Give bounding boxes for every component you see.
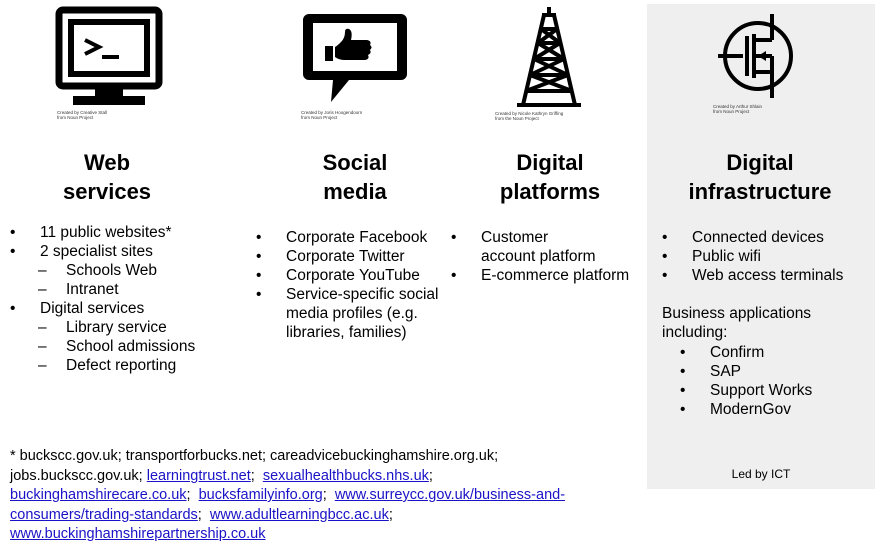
list-item: • Corporate Facebook	[256, 229, 428, 246]
list-item: • Corporate Twitter	[256, 248, 405, 265]
footnote-link[interactable]: www.adultlearningbcc.ac.uk	[209, 506, 389, 523]
list-item: • SAP	[680, 363, 742, 380]
digital-platforms-list	[451, 228, 641, 285]
list-item: • 11 public websites*	[10, 224, 172, 241]
footnote-link[interactable]: learningtrust.net	[146, 467, 251, 484]
icon-credit: Created by Arthur Shlain from Noun Project	[713, 104, 763, 114]
list-item: • Connected devices	[662, 229, 824, 246]
business-applications-list	[680, 343, 860, 419]
list-item: • Web access terminals	[662, 267, 844, 284]
footnote-link[interactable]: www.buckinghamshirepartnership.co.uk	[10, 526, 266, 542]
list-item: – Library service	[38, 319, 167, 336]
digital-infrastructure-list	[662, 228, 867, 285]
list-item: • Customer account platform	[451, 229, 596, 265]
transistor-circuit-icon	[716, 14, 800, 98]
heading-web-services: Web services	[62, 150, 152, 204]
list-item: • ModernGov	[680, 401, 791, 418]
list-item: – School admissions	[38, 338, 196, 355]
icon-credit: Created by Nicole Kathryn Griffing from the Noun Project	[495, 111, 564, 121]
footnote-text: * buckscc.gov.uk; transportforbucks.net; careadvicebuckinghamshire.org.uk;	[10, 448, 499, 464]
list-item: – Defect reporting	[38, 357, 177, 374]
web-services-list	[10, 223, 250, 375]
list-item: • Service-specific social media profiles (e.g. libraries, families)	[256, 286, 439, 341]
footnote-link[interactable]: bucksfamilyinfo.org	[198, 487, 323, 503]
list-item: • Support Works	[680, 382, 813, 399]
icon-credit: Created by Joris Hoogendoorn from Noun Project	[301, 110, 363, 120]
heading-social-media: Social media	[322, 150, 388, 204]
footnote-link[interactable]: sexualhealthbucks.nhs.uk	[262, 467, 429, 484]
social-media-list	[256, 228, 452, 342]
list-item: • Corporate YouTube	[256, 267, 420, 284]
heading-digital-infrastructure: Digital infrastructure	[688, 150, 832, 204]
list-item: • 2 specialist sites	[10, 243, 153, 260]
websites-footnote: * buckscc.gov.uk; transportforbucks.net; careadvicebuckinghamshire.org.uk; jobs.buckscc.gov.uk; learningtrust.net; sexualhealthbucks.nhs.uk; buckinghamshirecare.co.uk; bucksfamilyinfo.org; www.surreycc.gov.uk/business-and-consumers/trading-standards; www.adultlearningbcc.ac.uk; www.buckinghamshirepartnership.co.uk	[10, 448, 566, 542]
heading-digital-platforms: Digital platforms	[499, 150, 601, 204]
list-item: • Digital services	[10, 300, 145, 317]
thumbs-up-speech-icon	[301, 12, 409, 104]
footnote-text: jobs.buckscc.gov.uk;	[10, 467, 147, 484]
icon-credit: Created by Creative Stall from Noun Project	[57, 110, 108, 120]
list-item: • Confirm	[680, 344, 765, 361]
led-by-label: Led by ICT	[731, 467, 791, 481]
computer-terminal-icon	[55, 6, 165, 110]
footnote-link[interactable]: www.surreycc.gov.uk/business-and-consumers/trading-standards	[10, 487, 566, 523]
list-item: – Intranet	[38, 281, 119, 298]
list-item: • E-commerce platform	[451, 267, 630, 284]
business-applications-intro: Business applications including:	[662, 305, 812, 341]
footnote-link[interactable]: buckinghamshirecare.co.uk	[10, 487, 187, 503]
list-item: – Schools Web	[38, 262, 158, 279]
list-item: • Public wifi	[662, 248, 761, 265]
oil-rig-tower-icon	[515, 5, 583, 107]
